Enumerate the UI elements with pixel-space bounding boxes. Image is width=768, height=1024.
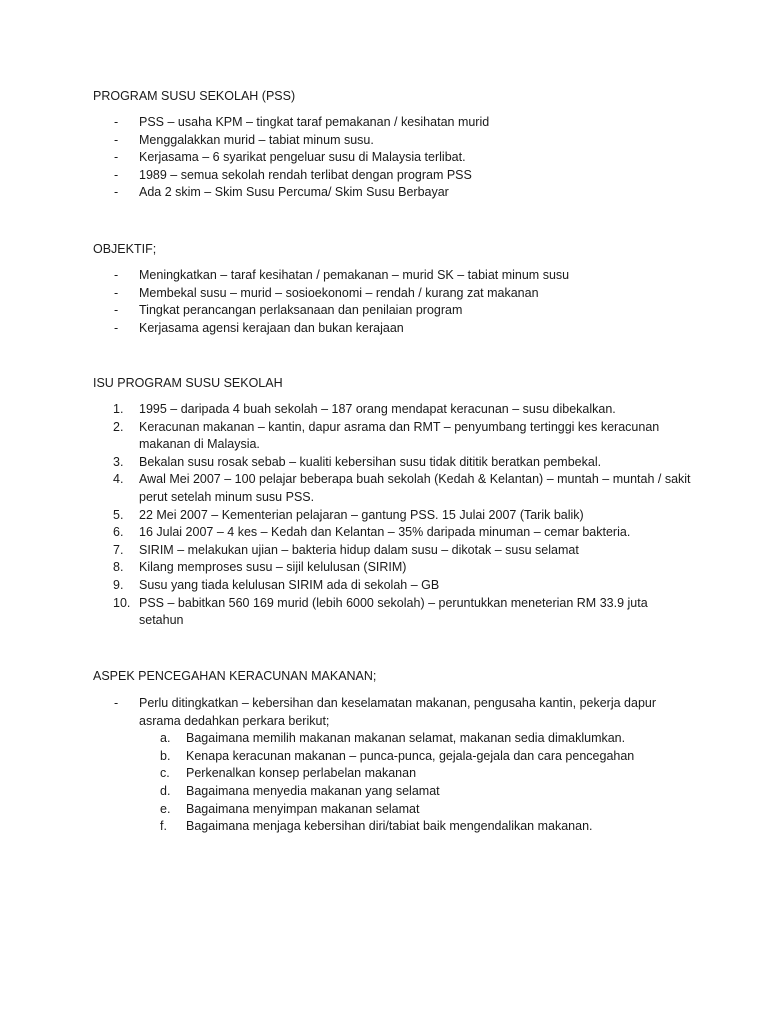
letter-marker: f. xyxy=(160,819,167,834)
list-item: - Kerjasama – 6 syarikat pengeluar susu di Malaysia terlibat. xyxy=(93,149,693,167)
number-marker: 6. xyxy=(113,525,124,540)
list-item: 7. SIRIM – melakukan ujian – bakteria hidup dalam susu – dikotak – susu selamat xyxy=(93,542,693,560)
sublist-item: f. Bagaimana menjaga kebersihan diri/tabiat baik mengendalikan makanan. xyxy=(139,818,693,836)
sublist-item: e. Bagaimana menyimpan makanan selamat xyxy=(139,801,693,819)
number-marker: 1. xyxy=(113,402,124,416)
bullet-marker: - xyxy=(114,132,119,147)
letter-marker: e. xyxy=(160,801,171,816)
list-item: - Meningkatkan – taraf kesihatan / pemakanan – murid SK – tabiat minum susu xyxy=(93,267,693,285)
bullet-marker: - xyxy=(114,150,119,165)
bullet-marker: - xyxy=(114,696,119,710)
letter-marker: c. xyxy=(160,766,170,781)
section-heading-pss: PROGRAM SUSU SEKOLAH (PSS) xyxy=(93,89,296,103)
list-item: 8. Kilang memproses susu – sijil kelulusan (SIRIM) xyxy=(93,559,693,577)
letter-marker: d. xyxy=(160,783,171,798)
number-marker: 4. xyxy=(113,472,124,487)
aspek-sublist xyxy=(139,730,693,836)
list-item: 10. PSS – babitkan 560 169 murid (lebih 6000 sekolah) – peruntukkan meneterian RM 33.9 juta setahun xyxy=(113,595,648,628)
number-marker: 5. xyxy=(113,507,124,522)
list-item: - Menggalakkan murid – tabiat minum susu. xyxy=(93,132,693,150)
bullet-marker: - xyxy=(114,320,119,335)
letter-marker: b. xyxy=(160,748,171,763)
objektif-list xyxy=(93,267,693,337)
list-item: - Ada 2 skim – Skim Susu Percuma/ Skim Susu Berbayar xyxy=(93,184,693,202)
letter-marker: a. xyxy=(160,731,171,746)
sublist-item: a. Bagaimana memilih makanan makanan selamat, makanan sedia dimaklumkan. xyxy=(139,730,693,748)
list-item: - 1989 – semua sekolah rendah terlibat dengan program PSS xyxy=(93,167,693,185)
list-item: - Kerjasama agensi kerajaan dan bukan kerajaan xyxy=(93,320,693,338)
aspek-list xyxy=(93,695,693,836)
list-item: 2. Keracunan makanan – kantin, dapur asrama dan RMT – penyumbang tertinggi kes keracunan makanan di Malaysia. xyxy=(113,419,660,452)
bullet-marker: - xyxy=(114,303,119,318)
number-marker: 8. xyxy=(113,560,124,575)
section-heading-isu: ISU PROGRAM SUSU SEKOLAH xyxy=(93,376,283,390)
number-marker: 10. xyxy=(113,595,131,610)
bullet-marker: - xyxy=(114,268,119,282)
section-heading-objektif: OBJEKTIF; xyxy=(93,242,157,256)
list-item: - Perlu ditingkatkan – kebersihan dan keselamatan makanan, pengusaha kantin, pekerja dapur asrama dedahkan perkara berikut; a. Bagaimana memilih makanan makanan selamat, makanan sedia dimaklumkan. b. Kenapa keracunan makanan – punca-punca, gejala-gejala dan cara pencegahan c. Perkenalkan konsep perlabelan makanan d. Bagaimana menyedia makanan yang selamat e. Bagaimana menyimpan makanan selamat f. Bagaimana menjaga kebersihan diri/tabiat baik mengendalikan makanan. xyxy=(93,695,693,836)
bullet-marker: - xyxy=(114,115,119,129)
isu-list xyxy=(93,401,693,630)
sublist-item: c. Perkenalkan konsep perlabelan makanan xyxy=(139,765,693,783)
bullet-marker: - xyxy=(114,285,119,300)
list-item: - Membekal susu – murid – sosioekonomi – rendah / kurang zat makanan xyxy=(93,285,693,303)
sublist-item: d. Bagaimana menyedia makanan yang selamat xyxy=(139,783,693,801)
list-item: 6. 16 Julai 2007 – 4 kes – Kedah dan Kelantan – 35% daripada minuman – cemar bakteria. xyxy=(93,524,693,542)
list-item: 4. Awal Mei 2007 – 100 pelajar beberapa buah sekolah (Kedah & Kelantan) – muntah – muntah / sakit perut setelah minum susu PSS. xyxy=(113,472,691,504)
list-item: - PSS – usaha KPM – tingkat taraf pemakanan / kesihatan murid xyxy=(93,114,693,132)
number-marker: 9. xyxy=(113,577,124,592)
number-marker: 7. xyxy=(113,542,124,557)
bullet-marker: - xyxy=(114,167,119,182)
list-item: 5. 22 Mei 2007 – Kementerian pelajaran – gantung PSS. 15 Julai 2007 (Tarik balik) xyxy=(93,507,693,525)
number-marker: 3. xyxy=(113,454,124,469)
pss-list xyxy=(93,114,693,202)
number-marker: 2. xyxy=(113,419,124,434)
sublist-item: b. Kenapa keracunan makanan – punca-punca, gejala-gejala dan cara pencegahan xyxy=(139,748,693,766)
section-heading-aspek: ASPEK PENCEGAHAN KERACUNAN MAKANAN; xyxy=(93,669,377,683)
list-item: - Tingkat perancangan perlaksanaan dan penilaian program xyxy=(93,302,693,320)
bullet-marker: - xyxy=(114,185,119,200)
list-item: 3. Bekalan susu rosak sebab – kualiti kebersihan susu tidak dititik beratkan pembekal. xyxy=(93,454,693,472)
list-item: 9. Susu yang tiada kelulusan SIRIM ada di sekolah – GB xyxy=(93,577,693,595)
list-item: 1. 1995 – daripada 4 buah sekolah – 187 orang mendapat keracunan – susu dibekalkan. xyxy=(93,401,693,419)
